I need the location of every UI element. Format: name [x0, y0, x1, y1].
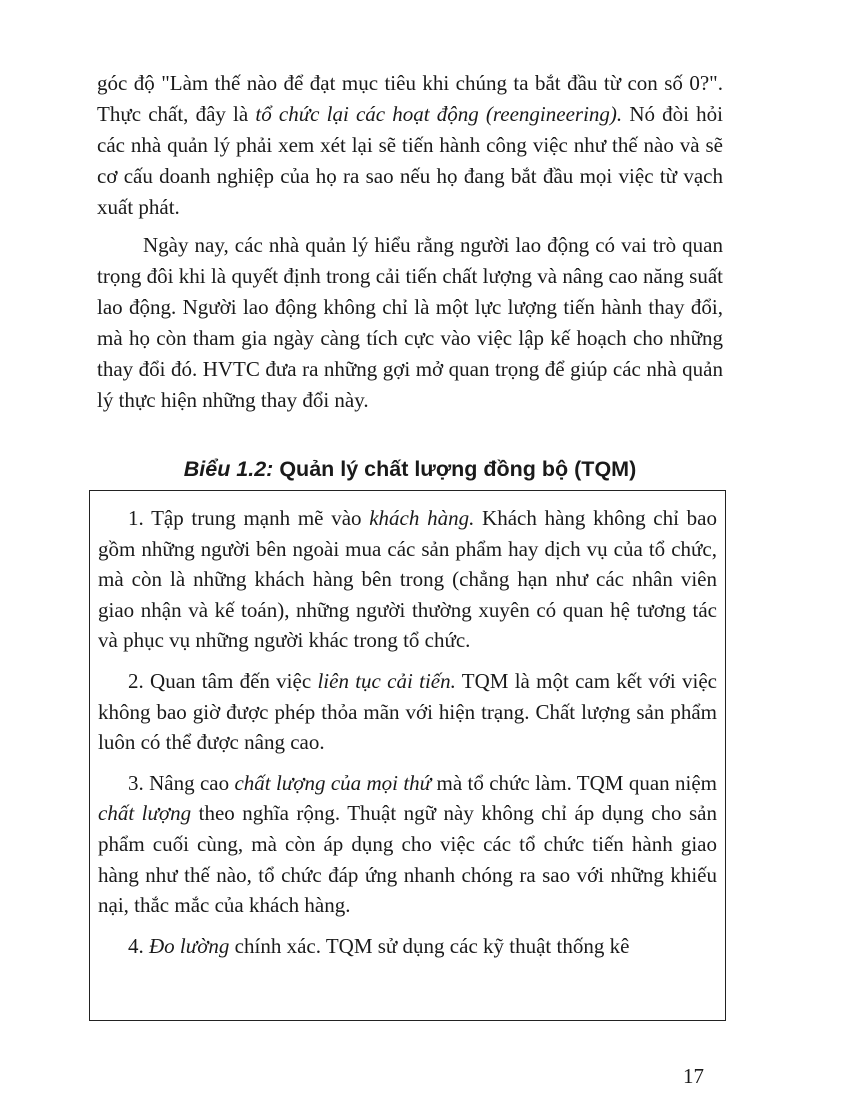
emphasis-text: chất lượng của mọi thứ — [234, 770, 432, 795]
box-item-4 — [98, 931, 717, 962]
emphasis-text: chất lượng — [98, 801, 192, 826]
item-text: theo nghĩa rộng. Thuật ngữ này không chỉ áp dụng cho sản phẩm cuối cùng, mà còn áp dụng cho việc các tổ chức tiến hành giao hàng như thế nào, tổ chức đáp ứng nhanh chóng ra sao với những khiếu nại, thắc mắc của khách hàng. — [98, 801, 718, 918]
item-text: chính xác. TQM sử dụng các kỹ thuật thống kê — [229, 933, 630, 958]
item-text: 4. — [128, 933, 149, 958]
item-text: 3. Nâng cao — [128, 770, 235, 795]
emphasis-text: liên tục cải tiến. — [317, 668, 456, 693]
figure-caption — [97, 454, 723, 484]
paragraph-text: Nó đòi hỏi các nhà quản lý phải xem xét lại sẽ tiến hành công việc như thế nào và sẽ cơ cấu doanh nghiệp của họ ra sao nếu họ đang bắt đầu mọi việc từ vạch xuất phát. — [97, 102, 723, 219]
emphasis-text: khách hàng. — [369, 506, 475, 530]
box-bottom-border — [90, 1020, 725, 1022]
paragraph-text: góc độ "Làm thế nào để đạt mục tiêu khi chúng ta bắt đầu từ con số 0?". Thực chất, đây là — [97, 71, 723, 126]
item-text: TQM là một cam kết với việc không bao giờ được phép thỏa mãn với hiện trạng. Chất lượng sản phẩm luôn có thể được nâng cao. — [98, 668, 717, 755]
box-item-1 — [98, 503, 717, 656]
body-paragraph-2: Ngày nay, các nhà quản lý hiểu rằng người lao động có vai trò quan trọng đôi khi là quyết định trong cải tiến chất lượng và nâng cao năng suất lao động. Người lao động không chỉ là một lực lượng tiến hành thay đổi, mà họ còn tham gia ngày càng tích cực vào việc lập kế hoạch cho những thay đổi đó. HVTC đưa ra những gợi mở quan trọng để giúp các nhà quản lý thực hiện những thay đổi này. — [97, 233, 723, 412]
body-paragraph-1 — [97, 68, 723, 223]
page-number: 17 — [683, 1064, 704, 1088]
box-item-3 — [98, 768, 717, 921]
emphasis-text: Đo lường — [149, 933, 230, 958]
item-text: mà tổ chức làm. TQM quan niệm — [431, 770, 717, 795]
box-item-2 — [98, 666, 717, 758]
item-text: 1. Tập trung mạnh mẽ vào — [128, 506, 370, 530]
item-text: 2. Quan tâm đến việc — [128, 668, 318, 693]
item-text: Khách hàng không chỉ bao gồm những người bên ngoài mua các sản phẩm hay dịch vụ của tổ chức, mà còn là những khách hàng bên trong (chẳng hạn như các nhân viên giao nhận và kế toán), những người thường xuyên có quan hệ tương tác và phục vụ những người khác trong tổ chức. — [98, 506, 717, 653]
caption-title: Quản lý chất lượng đồng bộ (TQM) — [273, 457, 637, 481]
emphasis-text: tổ chức lại các hoạt động (reengineering). — [255, 102, 623, 126]
caption-label: Biểu 1.2: — [183, 457, 274, 481]
tqm-box — [89, 490, 726, 1021]
